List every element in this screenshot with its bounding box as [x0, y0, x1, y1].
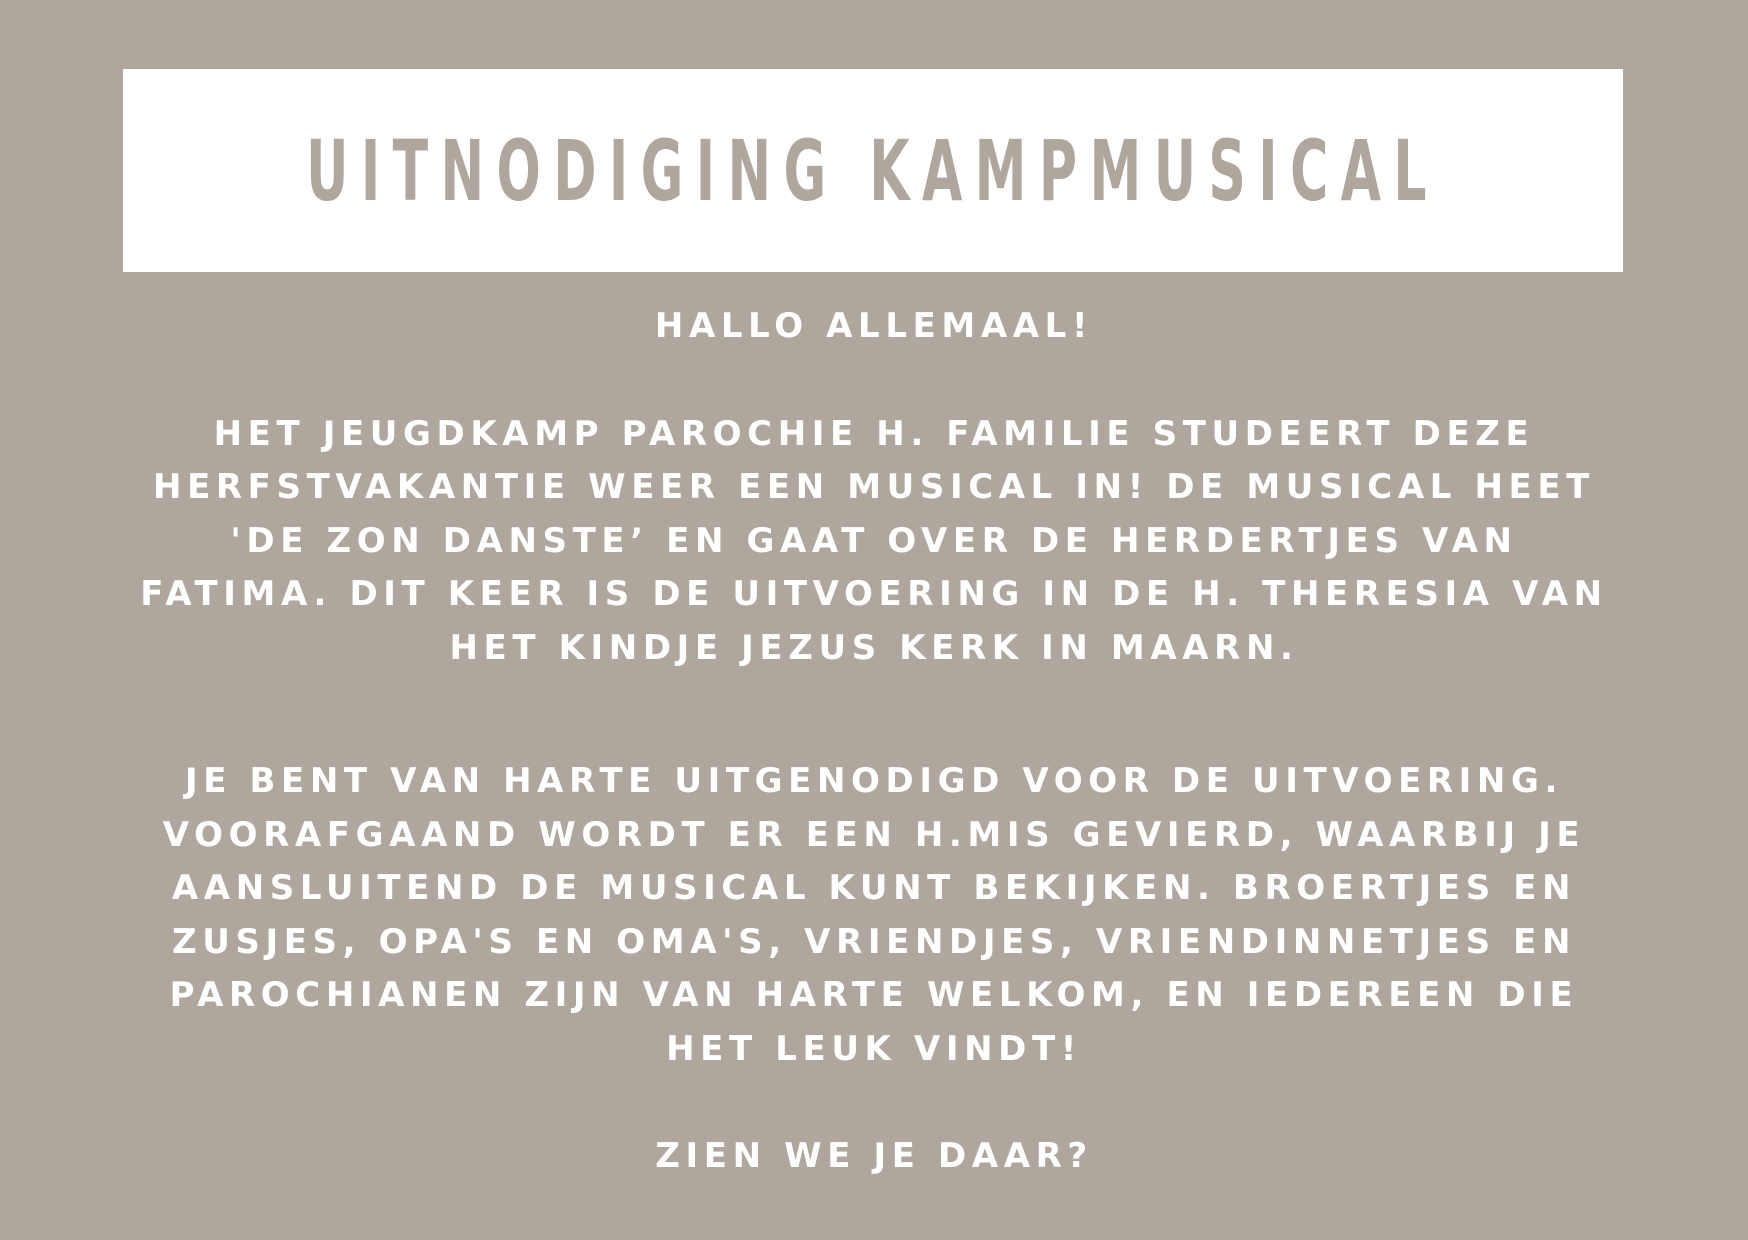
page-title: UITNODIGING KAMPMUSICAL [306, 121, 1440, 220]
greeting-text: HALLO ALLEMAAL! [654, 306, 1094, 346]
title-banner [123, 69, 1623, 272]
intro-paragraph: HET JEUGDKAMP PAROCHIE H. FAMILIE STUDEERT DEZE HERFSTVAKANTIE WEER EEN MUSICAL IN! DE MUSICAL HEET 'DE ZON DANSTE’ EN GAAT OVER DE HERDERTJES VAN FATIMA. DIT KEER IS DE UITVOERING IN DE H. THERESIA VAN HET KINDJE JEZUS KERK IN MAARN. [140, 413, 1608, 668]
invitation-body [140, 300, 1608, 1184]
closing-question: ZIEN WE JE DAAR? [655, 1136, 1093, 1176]
invitation-paragraph: JE BENT VAN HARTE UITGENODIGD VOOR DE UITVOERING. VOORAFGAAND WORDT ER EEN H.MIS GEVIERD, WAARBIJ JE AANSLUITEND DE MUSICAL KUNT BEKIJKEN. BROERTJES EN ZUSJES, OPA'S EN OMA'S, VRIENDJES, VRIENDINNETJES EN PAROCHIANEN ZIJN VAN HARTE WELKOM, EN IEDEREEN DIE HET LEUK VINDT! [162, 761, 1586, 1069]
